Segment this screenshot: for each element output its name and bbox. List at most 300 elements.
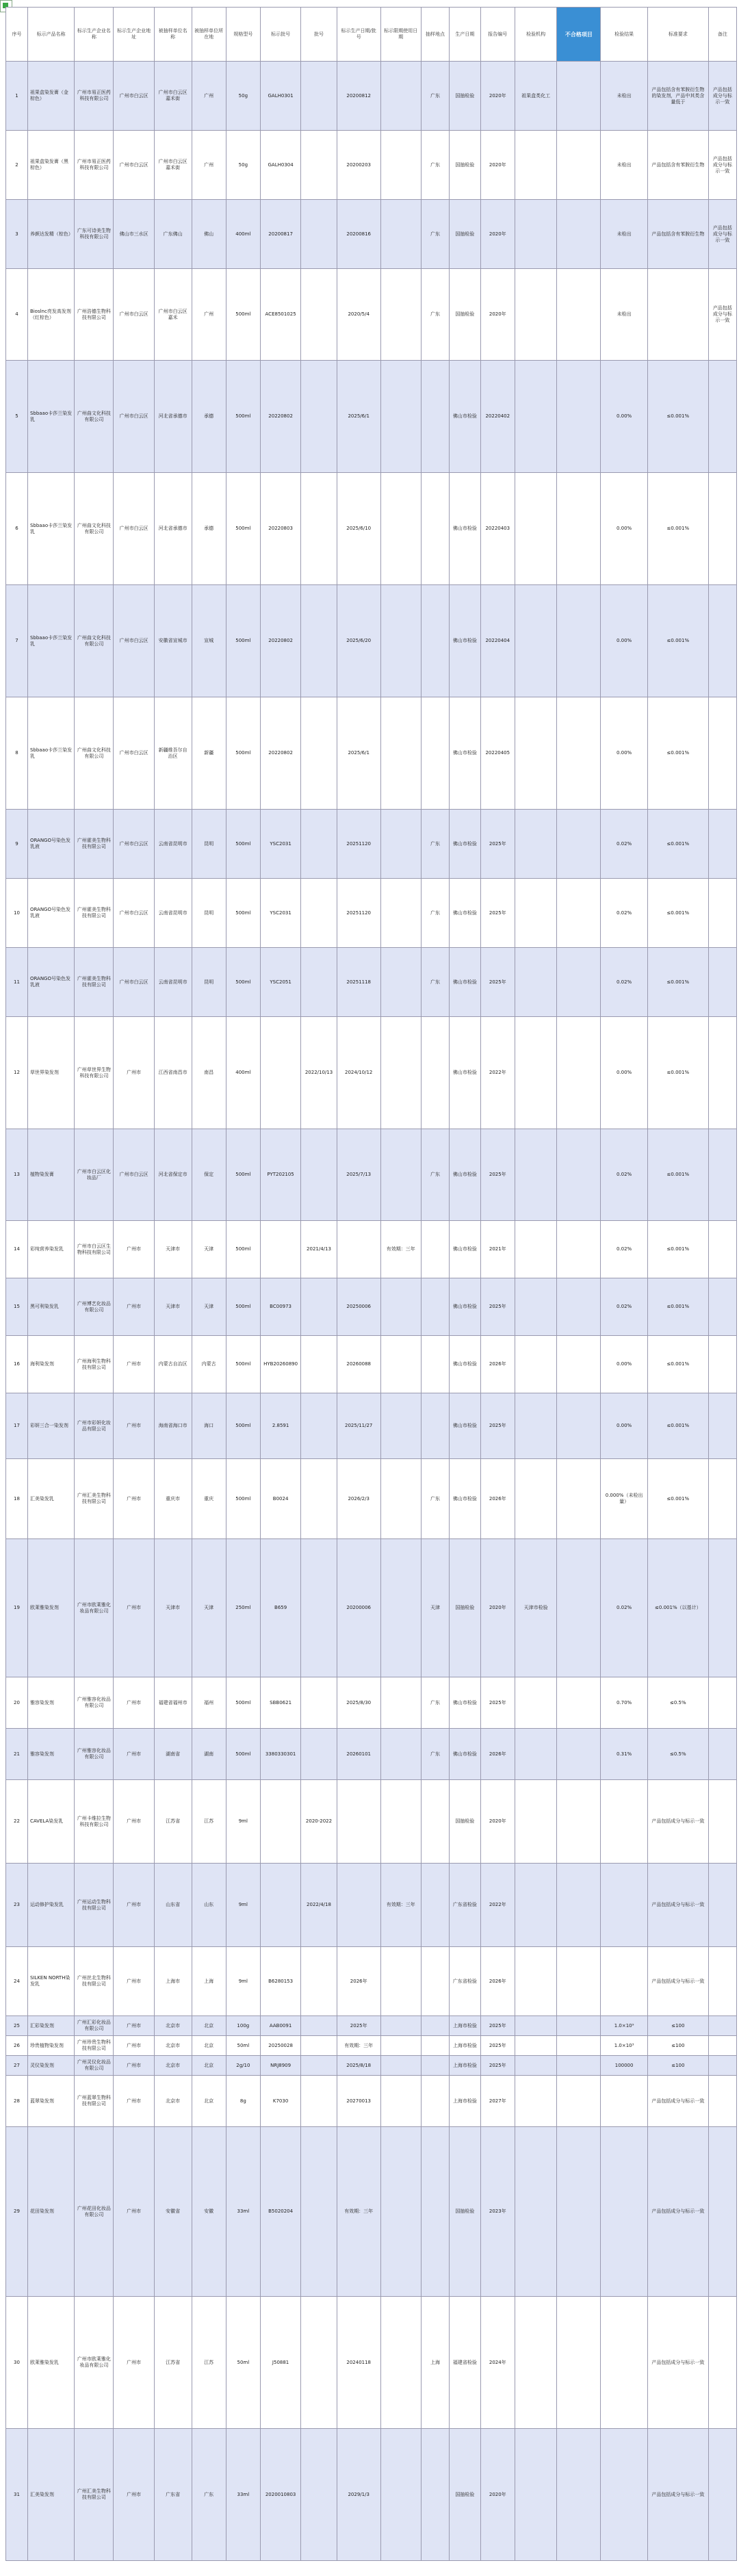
- table-cell: 海南省海口市: [154, 1393, 192, 1459]
- row-number: 1: [6, 62, 28, 131]
- column-header[interactable]: 标示产品名称: [27, 8, 74, 62]
- table-cell: [515, 948, 557, 1017]
- table-row[interactable]: [6, 2297, 737, 2429]
- table-cell: 产品包括成分与标示一致: [708, 62, 736, 131]
- table-cell: 江西省南昌市: [154, 1017, 192, 1129]
- product-name-cell: 汇美染发剂: [27, 2429, 74, 2561]
- column-header[interactable]: 标示限期使用日期: [380, 8, 421, 62]
- table-cell: 20260088: [337, 1336, 380, 1393]
- table-cell: 广州市白云区: [114, 269, 154, 361]
- product-name-cell: Sbbaao卡莎兰染发乳: [27, 361, 74, 473]
- table-cell: [708, 473, 736, 585]
- table-cell: 安徽: [192, 2127, 226, 2297]
- table-cell: ≤0.001%: [647, 879, 708, 948]
- table-cell: 0.00%: [601, 585, 647, 697]
- row-number: 12: [6, 1017, 28, 1129]
- row-number: 25: [6, 2016, 28, 2036]
- table-cell: [301, 131, 337, 200]
- table-cell: 500ml: [226, 948, 260, 1017]
- table-row[interactable]: [6, 1947, 737, 2016]
- table-cell: [557, 1221, 601, 1278]
- product-name-cell: 彩纯营养染发乳: [27, 1221, 74, 1278]
- table-cell: 广州灵仪化妆品有限公司: [75, 2056, 114, 2076]
- table-cell: [557, 1864, 601, 1947]
- table-cell: 江苏: [192, 1780, 226, 1864]
- column-header[interactable]: 被抽样单位名称: [154, 8, 192, 62]
- table-cell: NRJ8909: [260, 2056, 300, 2076]
- table-cell: [515, 1017, 557, 1129]
- table-row[interactable]: [6, 269, 737, 361]
- product-name-cell: Bioslnc亮发高发剂（红棕色）: [27, 269, 74, 361]
- table-cell: 20200817: [260, 200, 300, 269]
- row-number: 4: [6, 269, 28, 361]
- table-cell: 广州市白云区生物科技有限公司: [75, 1221, 114, 1278]
- table-cell: 广州市欧莱雅化妆品有限公司: [75, 2297, 114, 2429]
- table-cell: 广东省检验: [450, 1864, 481, 1947]
- table-cell: 广州市: [114, 1017, 154, 1129]
- row-number: 6: [6, 473, 28, 585]
- table-cell: 1.0×10³: [601, 2036, 647, 2056]
- table-cell: [708, 1677, 736, 1729]
- table-cell: ≤0.001%: [647, 473, 708, 585]
- table-cell: ≤0.001%: [647, 810, 708, 879]
- table-cell: 北京市: [154, 2076, 192, 2127]
- table-cell: [708, 361, 736, 473]
- table-cell: 产品包括含有苯胺衍生物: [647, 200, 708, 269]
- table-cell: 广东: [421, 1459, 449, 1539]
- table-row[interactable]: [6, 948, 737, 1017]
- table-cell: [557, 948, 601, 1017]
- table-cell: 产品包括成分与标示一致: [647, 1780, 708, 1864]
- table-cell: 0.00%: [601, 473, 647, 585]
- table-cell: 广东可诗美生物科技有限公司: [75, 200, 114, 269]
- table-cell: 产品包括成分与标示一致: [647, 1947, 708, 2016]
- product-name-cell: 汇美染发乳: [27, 1459, 74, 1539]
- table-cell: 20200006: [337, 1539, 380, 1677]
- row-number: 21: [6, 1729, 28, 1780]
- table-cell: 0.00%: [601, 361, 647, 473]
- table-cell: 8g: [226, 2076, 260, 2127]
- table-row[interactable]: [6, 2016, 737, 2036]
- table-cell: 广州市白云区: [114, 473, 154, 585]
- table-cell: 天津市: [154, 1221, 192, 1278]
- table-cell: 广州市: [114, 1947, 154, 2016]
- table-cell: [301, 1677, 337, 1729]
- table-cell: 广州市: [114, 1336, 154, 1393]
- table-cell: B0024: [260, 1459, 300, 1539]
- table-cell: 2020/5/4: [337, 269, 380, 361]
- table-cell: HYB20260890: [260, 1336, 300, 1393]
- column-header[interactable]: 被抽样单位所在地: [192, 8, 226, 62]
- table-cell: [421, 2076, 449, 2127]
- table-cell: 广州市: [114, 1780, 154, 1864]
- table-row[interactable]: [6, 810, 737, 879]
- table-cell: 佛山市检验: [450, 1129, 481, 1221]
- table-cell: 承德: [192, 473, 226, 585]
- table-cell: 广州市: [114, 2297, 154, 2429]
- table-cell: 广州市白云区: [114, 948, 154, 1017]
- table-cell: [557, 585, 601, 697]
- table-cell: 广州汇彩化妆品有限公司: [75, 2016, 114, 2036]
- table-cell: 佛山市检验: [450, 697, 481, 810]
- table-cell: AAB0091: [260, 2016, 300, 2036]
- table-cell: 广州: [192, 62, 226, 131]
- table-cell: 2025年: [480, 1393, 515, 1459]
- table-cell: [515, 200, 557, 269]
- table-cell: 有效期：三年: [337, 2127, 380, 2297]
- table-cell: 250ml: [226, 1539, 260, 1677]
- table-cell: 2025/7/13: [337, 1129, 380, 1221]
- table-row[interactable]: [6, 697, 737, 810]
- table-cell: 未检出: [601, 269, 647, 361]
- table-cell: 有效期：三年: [380, 1221, 421, 1278]
- table-cell: 产品包括成分与标示一致: [647, 2127, 708, 2297]
- table-cell: [647, 269, 708, 361]
- table-cell: [601, 2297, 647, 2429]
- row-number: 17: [6, 1393, 28, 1459]
- table-cell: 20220802: [260, 585, 300, 697]
- table-cell: [708, 697, 736, 810]
- table-cell: 广州运动生物科技有限公司: [75, 1864, 114, 1947]
- row-number: 31: [6, 2429, 28, 2561]
- table-cell: 佛山市检验: [450, 1017, 481, 1129]
- table-cell: 有效期：三年: [337, 2036, 380, 2056]
- table-cell: 500ml: [226, 1221, 260, 1278]
- table-row[interactable]: [6, 1017, 737, 1129]
- table-cell: [515, 473, 557, 585]
- table-row[interactable]: [6, 2036, 737, 2056]
- table-cell: 广东: [421, 1129, 449, 1221]
- table-cell: 2021/4/13: [301, 1221, 337, 1278]
- table-cell: [515, 1278, 557, 1336]
- table-cell: 天津市: [154, 1539, 192, 1677]
- row-number: 2: [6, 131, 28, 200]
- table-cell: [421, 2056, 449, 2076]
- table-cell: 50g: [226, 131, 260, 200]
- column-header[interactable]: 报告编号: [480, 8, 515, 62]
- row-number: 19: [6, 1539, 28, 1677]
- table-cell: B6280153: [260, 1947, 300, 2016]
- column-header[interactable]: 序号: [6, 8, 28, 62]
- table-cell: [301, 473, 337, 585]
- table-cell: [380, 585, 421, 697]
- table-cell: 2023年: [480, 2127, 515, 2297]
- table-cell: 广州市: [114, 1539, 154, 1677]
- table-cell: [380, 879, 421, 948]
- table-row[interactable]: [6, 879, 737, 948]
- product-name-cell: Sbbaao卡莎兰染发乳: [27, 473, 74, 585]
- table-cell: [515, 1221, 557, 1278]
- table-cell: 广州市白云区: [114, 361, 154, 473]
- table-cell: [260, 1864, 300, 1947]
- table-row[interactable]: [6, 1459, 737, 1539]
- table-row[interactable]: [6, 62, 737, 131]
- table-cell: 佛山市检验: [450, 948, 481, 1017]
- table-cell: 佛山市检验: [450, 879, 481, 948]
- table-cell: [515, 1729, 557, 1780]
- table-cell: 2025/6/20: [337, 585, 380, 697]
- column-header[interactable]: 抽样地点: [421, 8, 449, 62]
- table-cell: [301, 2127, 337, 2297]
- table-cell: 广州霍美生物科技有限公司: [75, 879, 114, 948]
- table-cell: 500ml: [226, 697, 260, 810]
- table-cell: 北京市: [154, 2036, 192, 2056]
- row-number: 14: [6, 1221, 28, 1278]
- table-cell: [380, 1336, 421, 1393]
- table-cell: K7030: [260, 2076, 300, 2127]
- table-row[interactable]: [6, 2076, 737, 2127]
- table-cell: 北京: [192, 2016, 226, 2036]
- table-cell: 天津: [421, 1539, 449, 1677]
- table-cell: [380, 2127, 421, 2297]
- table-cell: [301, 1393, 337, 1459]
- table-cell: 20220802: [260, 697, 300, 810]
- table-cell: 0.000%（未检出量）: [601, 1459, 647, 1539]
- table-cell: [557, 131, 601, 200]
- column-header[interactable]: 不合格项目: [557, 8, 601, 62]
- table-cell: 广州市白云区嘉禾: [154, 269, 192, 361]
- column-header[interactable]: 生产日期: [450, 8, 481, 62]
- table-cell: 国抽检验: [450, 200, 481, 269]
- table-cell: [708, 1947, 736, 2016]
- table-cell: 2025/8/18: [337, 2056, 380, 2076]
- table-cell: 湖南: [192, 1729, 226, 1780]
- table-cell: 广州市彩妍化妆品有限公司: [75, 1393, 114, 1459]
- table-cell: 2025/6/1: [337, 361, 380, 473]
- table-cell: ≤100: [647, 2016, 708, 2036]
- table-cell: 广州市: [114, 1221, 154, 1278]
- table-cell: [380, 2297, 421, 2429]
- table-row[interactable]: [6, 1221, 737, 1278]
- table-cell: 国抽检验: [450, 2429, 481, 2561]
- table-cell: 上海市检验: [450, 2056, 481, 2076]
- table-cell: 产品包括成分与标示一致: [708, 200, 736, 269]
- table-cell: 2020年: [480, 1539, 515, 1677]
- row-number: 5: [6, 361, 28, 473]
- table-cell: 广东: [421, 131, 449, 200]
- table-row[interactable]: [6, 1129, 737, 1221]
- table-row[interactable]: [6, 1393, 737, 1459]
- column-header[interactable]: 标示批号: [260, 8, 300, 62]
- table-cell: 广州浩德生物科技有限公司: [75, 269, 114, 361]
- table-cell: B659: [260, 1539, 300, 1677]
- table-row[interactable]: [6, 1539, 737, 1677]
- table-cell: 广州市白云区: [114, 697, 154, 810]
- table-cell: [515, 131, 557, 200]
- table-cell: [421, 1336, 449, 1393]
- table-cell: ≤100: [647, 2036, 708, 2056]
- table-cell: 0.00%: [601, 1336, 647, 1393]
- table-row[interactable]: [6, 585, 737, 697]
- table-cell: [557, 1677, 601, 1729]
- table-cell: 广东省: [154, 2429, 192, 2561]
- table-cell: 2025年: [480, 2016, 515, 2036]
- table-row[interactable]: [6, 473, 737, 585]
- table-cell: [557, 1129, 601, 1221]
- table-cell: 国抽检验: [450, 1539, 481, 1677]
- table-cell: [708, 1336, 736, 1393]
- table-cell: 广州市白云区: [114, 1129, 154, 1221]
- table-cell: ≤0.001%: [647, 361, 708, 473]
- table-cell: 广东: [421, 269, 449, 361]
- table-cell: [380, 697, 421, 810]
- table-cell: [708, 1017, 736, 1129]
- column-header[interactable]: 检验机构: [515, 8, 557, 62]
- table-cell: ≤0.001%: [647, 585, 708, 697]
- table-cell: 产品包括成分与标示一致: [647, 1864, 708, 1947]
- table-cell: [301, 1539, 337, 1677]
- table-cell: 广州市: [114, 1729, 154, 1780]
- table-cell: 北京: [192, 2076, 226, 2127]
- product-name-cell: Sbbaao卡莎兰染发乳: [27, 697, 74, 810]
- table-cell: 0.00%: [601, 1017, 647, 1129]
- table-row[interactable]: [6, 2056, 737, 2076]
- table-cell: 广州博艺化妆品有限公司: [75, 1278, 114, 1336]
- product-name-cell: 花田染发剂: [27, 2127, 74, 2297]
- table-row[interactable]: [6, 1336, 737, 1393]
- column-header[interactable]: 标准要求: [647, 8, 708, 62]
- table-cell: 2025/6/10: [337, 473, 380, 585]
- table-row[interactable]: [6, 361, 737, 473]
- table-cell: 河北省保定市: [154, 1129, 192, 1221]
- row-number: 10: [6, 879, 28, 948]
- table-cell: 广州草世界生物科技有限公司: [75, 1017, 114, 1129]
- table-cell: [380, 1017, 421, 1129]
- table-cell: [380, 2429, 421, 2561]
- table-cell: [421, 585, 449, 697]
- table-cell: 500ml: [226, 1129, 260, 1221]
- table-row[interactable]: [6, 131, 737, 200]
- table-cell: 500ml: [226, 1336, 260, 1393]
- product-name-cell: 彩妍三合一染发剂: [27, 1393, 74, 1459]
- table-cell: [601, 2076, 647, 2127]
- table-cell: [708, 1221, 736, 1278]
- row-number: 27: [6, 2056, 28, 2076]
- table-row[interactable]: [6, 1677, 737, 1729]
- table-cell: 2025年: [480, 810, 515, 879]
- table-cell: 内蒙古自治区: [154, 1336, 192, 1393]
- table-cell: ACE8501025: [260, 269, 300, 361]
- table-cell: 广东: [421, 200, 449, 269]
- table-cell: [708, 2429, 736, 2561]
- table-cell: 2021年: [480, 1221, 515, 1278]
- product-name-cell: 汇彩染发剂: [27, 2016, 74, 2036]
- column-header[interactable]: 标示生产日期/批号: [337, 8, 380, 62]
- table-cell: 2.8591: [260, 1393, 300, 1459]
- column-header[interactable]: 标示生产企业名称: [75, 8, 114, 62]
- column-header[interactable]: 检验结果: [601, 8, 647, 62]
- table-row[interactable]: [6, 2127, 737, 2297]
- table-cell: 河北省承德市: [154, 473, 192, 585]
- table-cell: 2026年: [480, 1336, 515, 1393]
- table-cell: 广州市白云区: [114, 131, 154, 200]
- table-cell: 2020年: [480, 1780, 515, 1864]
- table-cell: 广东: [421, 810, 449, 879]
- table-cell: 2025年: [480, 2036, 515, 2056]
- table-cell: [515, 1393, 557, 1459]
- table-cell: [421, 2429, 449, 2561]
- product-name-cell: 黑可利染发乳: [27, 1278, 74, 1336]
- table-cell: 0.02%: [601, 1539, 647, 1677]
- table-cell: [708, 2016, 736, 2036]
- column-header[interactable]: 标示生产企业地址: [114, 8, 154, 62]
- table-row[interactable]: [6, 2429, 737, 2561]
- table-cell: 2026/2/3: [337, 1459, 380, 1539]
- table-cell: [708, 2036, 736, 2056]
- table-cell: 北京市: [154, 2016, 192, 2036]
- table-cell: [301, 1336, 337, 1393]
- table-cell: 20220403: [480, 473, 515, 585]
- table-cell: 广州: [192, 131, 226, 200]
- table-cell: [708, 2056, 736, 2076]
- table-cell: 广州市易正医药科技有限公司: [75, 131, 114, 200]
- table-cell: 400ml: [226, 200, 260, 269]
- table-cell: [515, 1459, 557, 1539]
- table-cell: [708, 1780, 736, 1864]
- table-cell: 佛山市检验: [450, 1278, 481, 1336]
- table-cell: 广州市白云区: [114, 62, 154, 131]
- table-cell: 广州汇美生物科技有限公司: [75, 2429, 114, 2561]
- table-cell: 宣城: [192, 585, 226, 697]
- table-cell: [380, 948, 421, 1017]
- table-cell: 广州雅容化妆品有限公司: [75, 1677, 114, 1729]
- table-cell: [301, 1459, 337, 1539]
- table-cell: B5020204: [260, 2127, 300, 2297]
- table-cell: 山东省: [154, 1864, 192, 1947]
- table-cell: [515, 1336, 557, 1393]
- table-cell: [337, 1780, 380, 1864]
- table-cell: 安徽省: [154, 2127, 192, 2297]
- table-cell: 2020年: [480, 131, 515, 200]
- table-cell: 2022年: [480, 1017, 515, 1129]
- table-cell: 海口: [192, 1393, 226, 1459]
- table-cell: 500ml: [226, 810, 260, 879]
- row-number: 18: [6, 1459, 28, 1539]
- table-cell: [557, 1459, 601, 1539]
- table-cell: [301, 2056, 337, 2076]
- row-number: 20: [6, 1677, 28, 1729]
- table-row[interactable]: [6, 200, 737, 269]
- table-cell: 100000: [601, 2056, 647, 2076]
- product-name-cell: 祖果盒染发膏（黑棕色）: [27, 131, 74, 200]
- table-cell: 100g: [226, 2016, 260, 2036]
- table-cell: [301, 2036, 337, 2056]
- table-cell: 广州市: [114, 2076, 154, 2127]
- table-cell: 广东: [421, 879, 449, 948]
- column-header[interactable]: 备注: [708, 8, 736, 62]
- column-header[interactable]: 批号: [301, 8, 337, 62]
- table-cell: 50ml: [226, 2036, 260, 2056]
- table-cell: 20200816: [337, 200, 380, 269]
- column-header[interactable]: 规格型号: [226, 8, 260, 62]
- table-cell: 产品包括成分与标示一致: [647, 2076, 708, 2127]
- table-cell: [557, 1780, 601, 1864]
- table-cell: [557, 62, 601, 131]
- table-cell: 广州市: [114, 2056, 154, 2076]
- table-row[interactable]: [6, 1278, 737, 1336]
- product-name-cell: ORANGO号染色发乳液: [27, 948, 74, 1017]
- table-row[interactable]: [6, 1729, 737, 1780]
- table-cell: [301, 2429, 337, 2561]
- table-cell: 2020年: [480, 62, 515, 131]
- table-row[interactable]: [6, 1864, 737, 1947]
- table-cell: 佛山市检验: [450, 473, 481, 585]
- product-name-cell: 珍贵植物染发剂: [27, 2036, 74, 2056]
- table-cell: 广州市: [114, 2036, 154, 2056]
- table-cell: 500ml: [226, 361, 260, 473]
- table-row[interactable]: [6, 1780, 737, 1864]
- table-cell: [380, 2056, 421, 2076]
